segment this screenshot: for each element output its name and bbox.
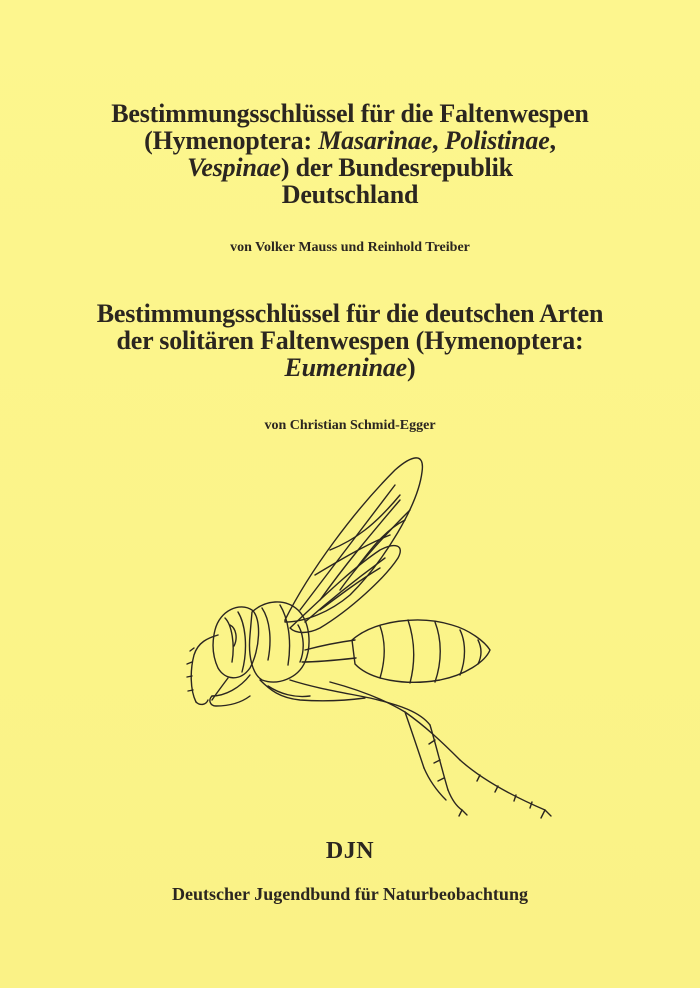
title-main-line-3-part-2: ) der Bundesrepublik [280, 153, 513, 182]
title-second-line-3-part-2: ) [406, 353, 416, 382]
author-line-2: von Christian Schmid-Egger [264, 418, 436, 433]
title-main-line-2-part-1: (Hymenoptera: [144, 126, 319, 155]
title-main-line-3 [0, 154, 700, 181]
title-main [0, 100, 700, 208]
taxon-eumeninae: Eumeninae [284, 353, 407, 382]
title-main-line-2-part-5: , [549, 126, 556, 155]
taxon-polistinae: Polistinae [444, 126, 550, 155]
title-main-line-2 [0, 127, 700, 154]
title-main-line-4: Deutschland [281, 180, 419, 209]
taxon-vespinae: Vespinae [187, 153, 281, 182]
publisher-name: Deutscher Jugendbund für Naturbeobachtung [172, 884, 528, 904]
wasp-drawing-icon [180, 450, 560, 830]
title-second [0, 300, 700, 381]
author-line-1: von Volker Mauss und Reinhold Treiber [230, 240, 470, 255]
title-second-line-3 [0, 354, 700, 381]
title-second-line-2: der solitären Faltenwespen (Hymenoptera: [116, 326, 584, 355]
title-main-line-2-part-3: , [432, 126, 445, 155]
title-main-line-1: Bestimmungsschlüssel für die Faltenwespen [111, 99, 589, 128]
taxon-masarinae: Masarinae [318, 126, 433, 155]
publisher-abbreviation: DJN [325, 838, 375, 864]
title-second-line-1: Bestimmungsschlüssel für die deutschen Arten [96, 299, 604, 328]
